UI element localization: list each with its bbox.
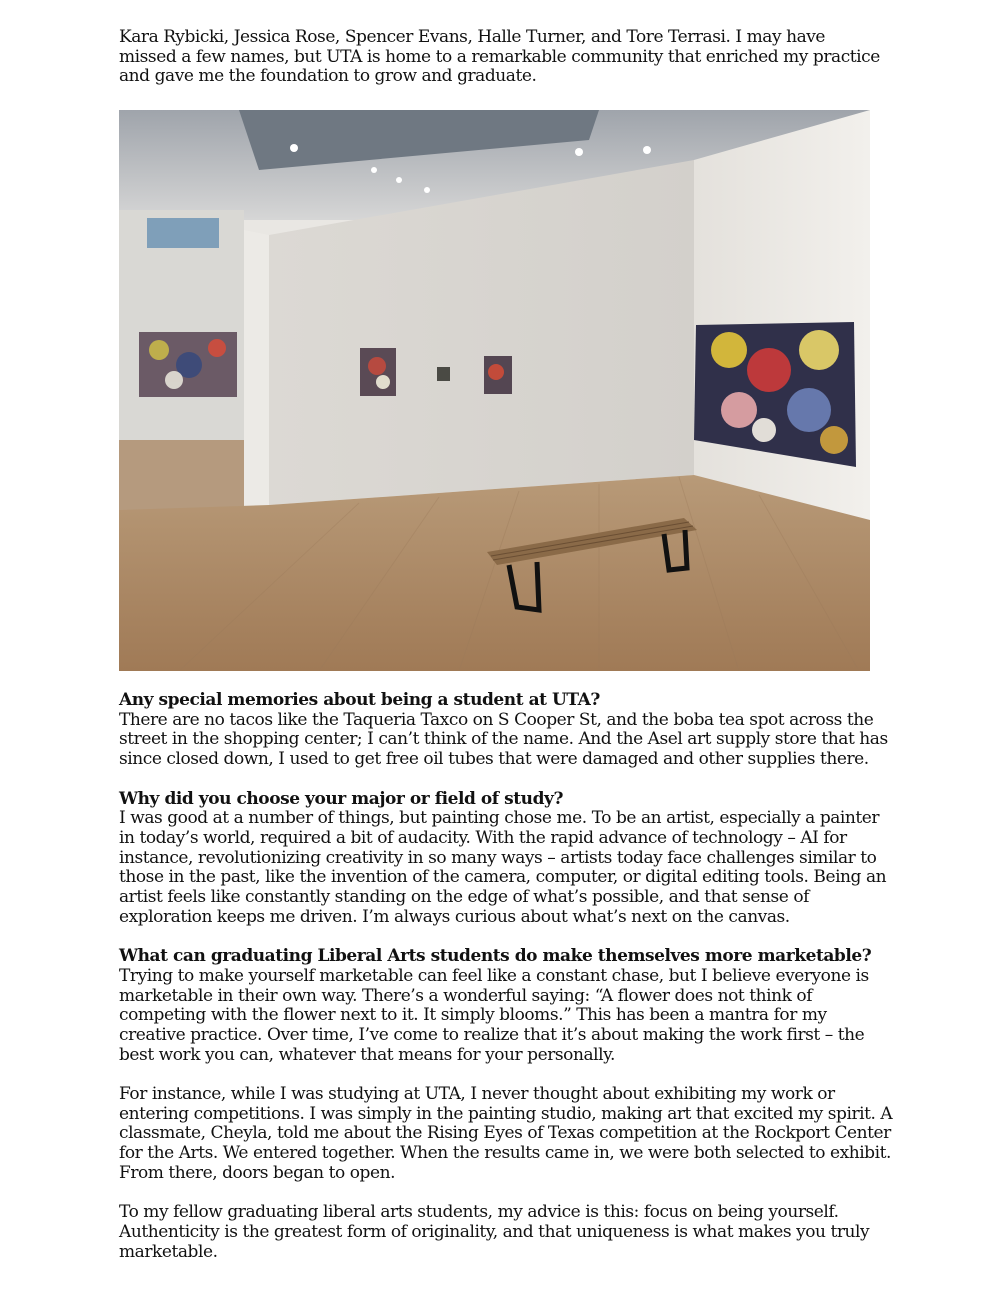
body-paragraph: To my fellow graduating liberal arts students, my advice is this: focus on being yourself. Authenticity is the greatest form of originality, and that uniqueness is what makes you truly marketable. — [119, 1202, 870, 1262]
intro-paragraph: Kara Rybicki, Jessica Rose, Spencer Evans, Halle Turner, and Tore Terrasi. I may have missed a few names, but UTA is home to a remarkable community that enriched my practice and gave me the foundation to grow and graduate. — [119, 27, 880, 87]
answer-paragraph: Trying to make yourself marketable can feel like a constant chase, but I believe everyone is marketable in their own way. There’s a wonderful saying: “A flower does not think of competing with the flower next to it. It simply blooms.” This has been a mantra for my creative practice. Over time, I’ve come to realize that it’s about making the work first – the best work you can, whatever that means for your personally. — [119, 965, 869, 1065]
question-heading: Any special memories about being a student at UTA? — [119, 690, 600, 710]
question-heading: Why did you choose your major or field of study? — [119, 788, 563, 809]
qa-block — [119, 691, 894, 770]
body-paragraph: For instance, while I was studying at UTA, I never thought about exhibiting my work or entering competitions. I was simply in the painting studio, making art that excited my spirit. A classmate, Cheyla, told me about the Rising Eyes of Texas competition at the Rockport Center for the Arts. We entered together. When the results came in, we were both selected to exhibit. From there, doors began to open. — [119, 1084, 893, 1183]
gallery-photo — [119, 110, 870, 671]
qa-block — [119, 790, 894, 928]
answer-paragraph: I was good at a number of things, but painting chose me. To be an artist, especially a painter in today’s world, required a bit of audacity. With the rapid advance of technology – AI for instance, revolutionizing creativity in so many ways – artists today face challenges similar to those in the past, like the invention of the camera, computer, or digital editing tools. Being an artist feels like constantly standing on the edge of what’s possible, and that sense of exploration keeps me driven. I’m always curious about what’s next on the canvas. — [119, 808, 887, 927]
qa-block — [119, 947, 894, 1065]
answer-paragraph: There are no tacos like the Taqueria Taxco on S Cooper St, and the boba tea spot across the street in the shopping center; I can’t think of the name. And the Asel art supply store that has since closed down, I used to get free oil tubes that were damaged and other supplies there. — [119, 709, 888, 770]
intro-block — [119, 28, 884, 87]
interview-body — [119, 691, 894, 1262]
question-heading: What can graduating Liberal Arts students do make themselves more marketable? — [119, 946, 872, 967]
